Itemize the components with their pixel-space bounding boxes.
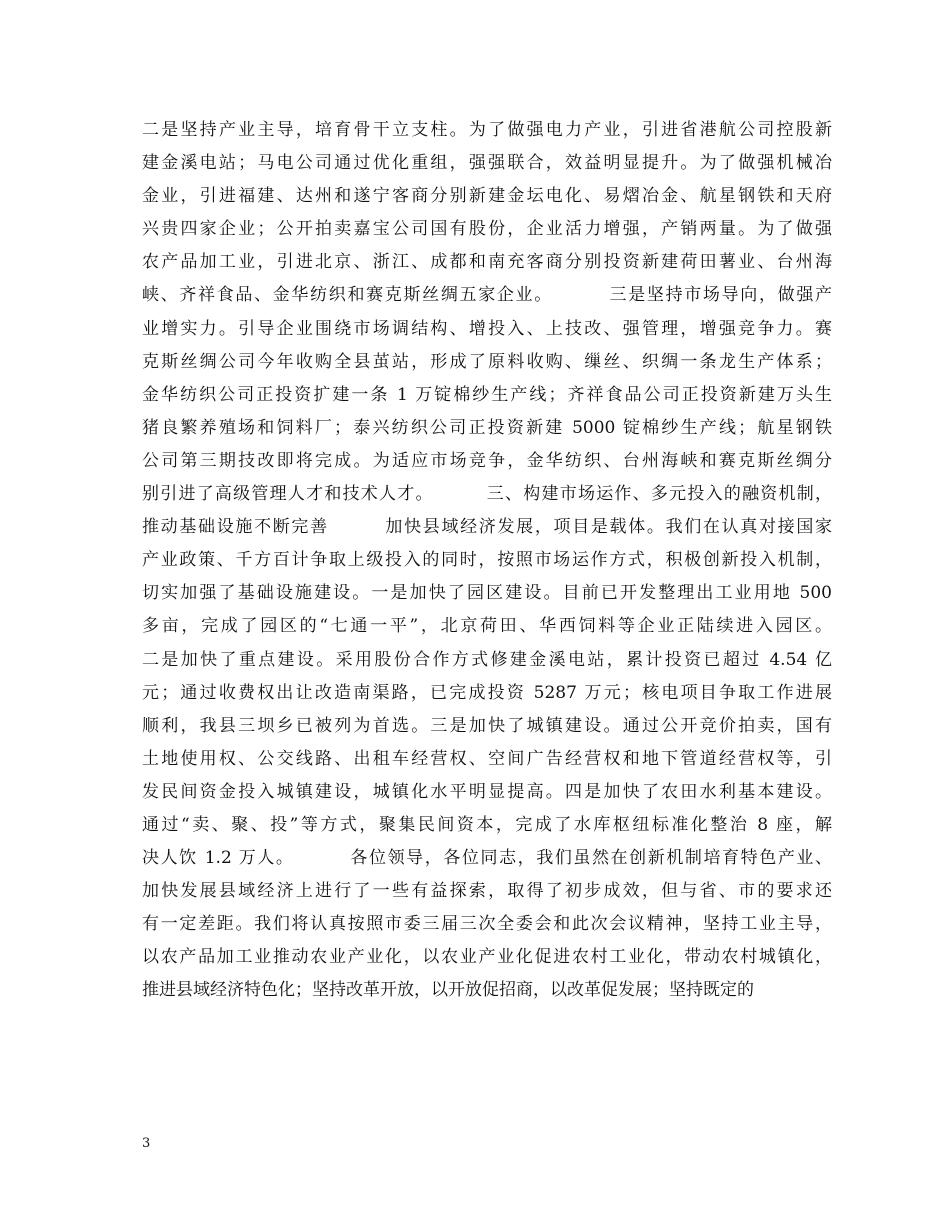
text-line: 元；通过收费权出让改造南渠路，已完成投资 5287 万元；核电项目争取工作进展 [142, 682, 832, 703]
text-line: 切实加强了基础设施建设。一是加快了园区建设。目前已开发整理出工业用地 500 [142, 583, 832, 604]
text-line: 以农产品加工业推动农业产业化，以农业产业化促进农村工业化，带动农村城镇化， [142, 947, 832, 968]
text-line: 发民间资金投入城镇建设，城镇化水平明显提高。四是加快了农田水利基本建设。 [142, 781, 832, 802]
text-line: 顺利，我县三坝乡已被列为首选。三是加快了城镇建设。通过公开竞价拍卖，国有 [142, 715, 832, 736]
text-line: 金华纺织公司正投资扩建一条 1 万锭棉纱生产线；齐祥食品公司正投资新建万头生 [142, 384, 832, 405]
text-line: 多亩，完成了园区的“七通一平”，北京荷田、华西饲料等企业正陆续进入园区。 [142, 616, 832, 637]
text-line: 兴贵四家企业；公开拍卖嘉宝公司国有股份，企业活力增强，产销两量。为了做强 [142, 219, 832, 240]
text-line: 业增实力。引导企业围绕市场调结构、增投入、上技改、强管理，增强竞争力。赛 [142, 318, 832, 339]
text-line: 决人饮 1.2 万人。 各位领导，各位同志，我们虽然在创新机制培育特色产业、 [142, 848, 832, 869]
text-line: 峡、齐祥食品、金华纺织和赛克斯丝绸五家企业。 三是坚持市场导向，做强产 [142, 285, 832, 306]
text-line: 公司第三期技改即将完成。为适应市场竞争，金华纺织、台州海峡和赛克斯丝绸分 [142, 450, 832, 471]
text-line: 建金溪电站；马电公司通过优化重组，强强联合，效益明显提升。为了做强机械冶 [142, 153, 832, 174]
text-line: 别引进了高级管理人才和技术人才。 三、构建市场运作、多元投入的融资机制， [142, 484, 832, 505]
text-line: 农产品加工业，引进北京、浙江、成都和南充客商分别投资新建荷田薯业、台州海 [142, 252, 832, 273]
text-line: 加快发展县域经济上进行了一些有益探索，取得了初步成效，但与省、市的要求还 [142, 881, 832, 902]
page-number: 3 [142, 1136, 151, 1151]
text-line: 通过“卖、聚、投”等方式，聚集民间资本，完成了水库枢纽标准化整治 8 座，解 [142, 814, 832, 835]
text-line: 二是加快了重点建设。采用股份合作方式修建金溪电站，累计投资已超过 4.54 亿 [142, 649, 832, 670]
text-line: 有一定差距。我们将认真按照市委三届三次全委会和此次会议精神，坚持工业主导， [142, 914, 832, 935]
text-line: 二是坚持产业主导，培育骨干立支柱。为了做强电力产业，引进省港航公司控股新 [142, 120, 832, 140]
text-line: 推进县域经济特色化；坚持改革开放，以开放促招商，以改革促发展；坚持既定的 [142, 980, 754, 1001]
text-line: 产业政策、千方百计争取上级投入的同时，按照市场运作方式，积极创新投入机制， [142, 550, 832, 571]
text-line: 金业，引进福建、达州和遂宁客商分别新建金坛电化、易熠冶金、航星钢铁和天府 [142, 186, 832, 207]
text-line: 克斯丝绸公司今年收购全县茧站，形成了原料收购、缫丝、织绸一条龙生产体系； [142, 351, 832, 372]
text-line: 猪良繁养殖场和饲料厂；泰兴纺织公司正投资新建 5000 锭棉纱生产线；航星钢铁 [142, 417, 832, 438]
body-text [142, 114, 832, 1008]
text-line: 土地使用权、公交线路、出租车经营权、空间广告经营权和地下管道经营权等，引 [142, 748, 832, 769]
text-line: 推动基础设施不断完善 加快县域经济发展，项目是载体。我们在认真对接国家 [142, 517, 832, 538]
